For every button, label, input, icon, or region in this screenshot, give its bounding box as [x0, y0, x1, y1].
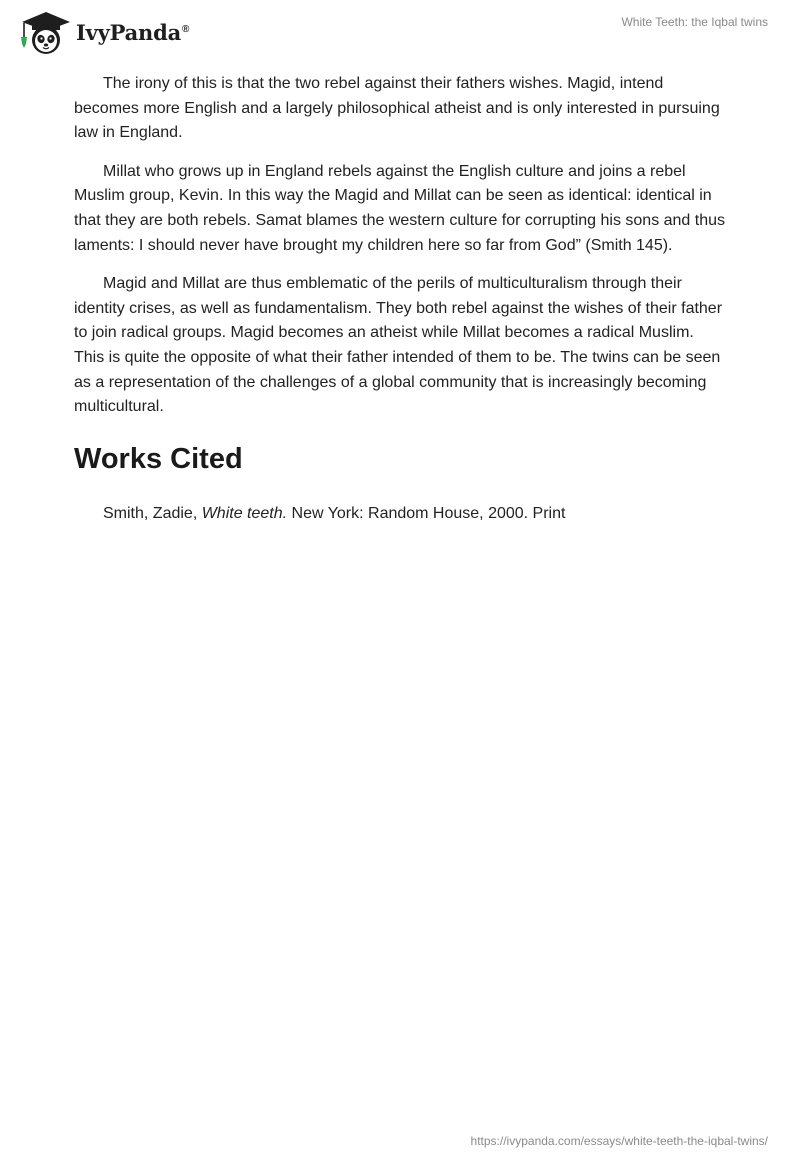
citation-author: Smith, Zadie, — [103, 504, 202, 522]
works-cited-heading: Works Cited — [74, 442, 243, 475]
registered-mark: ® — [182, 23, 190, 35]
body-paragraph-3: Magid and Millat are thus emblematic of the perils of multiculturalism through their identity crises, as well as fundamentalism. They both rebel against the wishes of their father to join radical groups. Magid becomes an atheist while Millat becomes a radical Muslim. This is quite the opposite of what their father intended of them to be. The twins can be seen as a representation of the challenges of a global community that is increasingly becoming multicultural. — [74, 275, 723, 416]
body-paragraph-1: The irony of this is that the two rebel against their fathers wishes. Magid, intend becomes more English and a largely philosophical atheist and is only interested in pursuing law in England. — [74, 75, 720, 142]
citation-entry — [74, 502, 726, 526]
source-url-link[interactable]: https://ivypanda.com/essays/white-teeth-the-iqbal-twins/ — [470, 1134, 768, 1148]
body-paragraph-2: Millat who grows up in England rebels against the English culture and joins a rebel Muslim group, Kevin. In this way the Magid and Millat can be seen as identical: identical in that they are both rebels. Samat blames the western culture for corrupting his sons and thus laments: I should never have brought my children here so far from God” (Smith 145). — [74, 162, 726, 254]
essay-content — [74, 72, 726, 526]
brand-name: IvyPanda® — [76, 19, 190, 45]
panda-graduate-logo-icon — [16, 8, 72, 56]
running-title: White Teeth: the Iqbal twins — [621, 15, 768, 29]
brand-logo[interactable] — [16, 8, 189, 56]
citation-title: White teeth. — [201, 504, 288, 522]
page-header — [0, 0, 800, 64]
citation-publication: New York: Random House, 2000. Print — [287, 504, 566, 522]
